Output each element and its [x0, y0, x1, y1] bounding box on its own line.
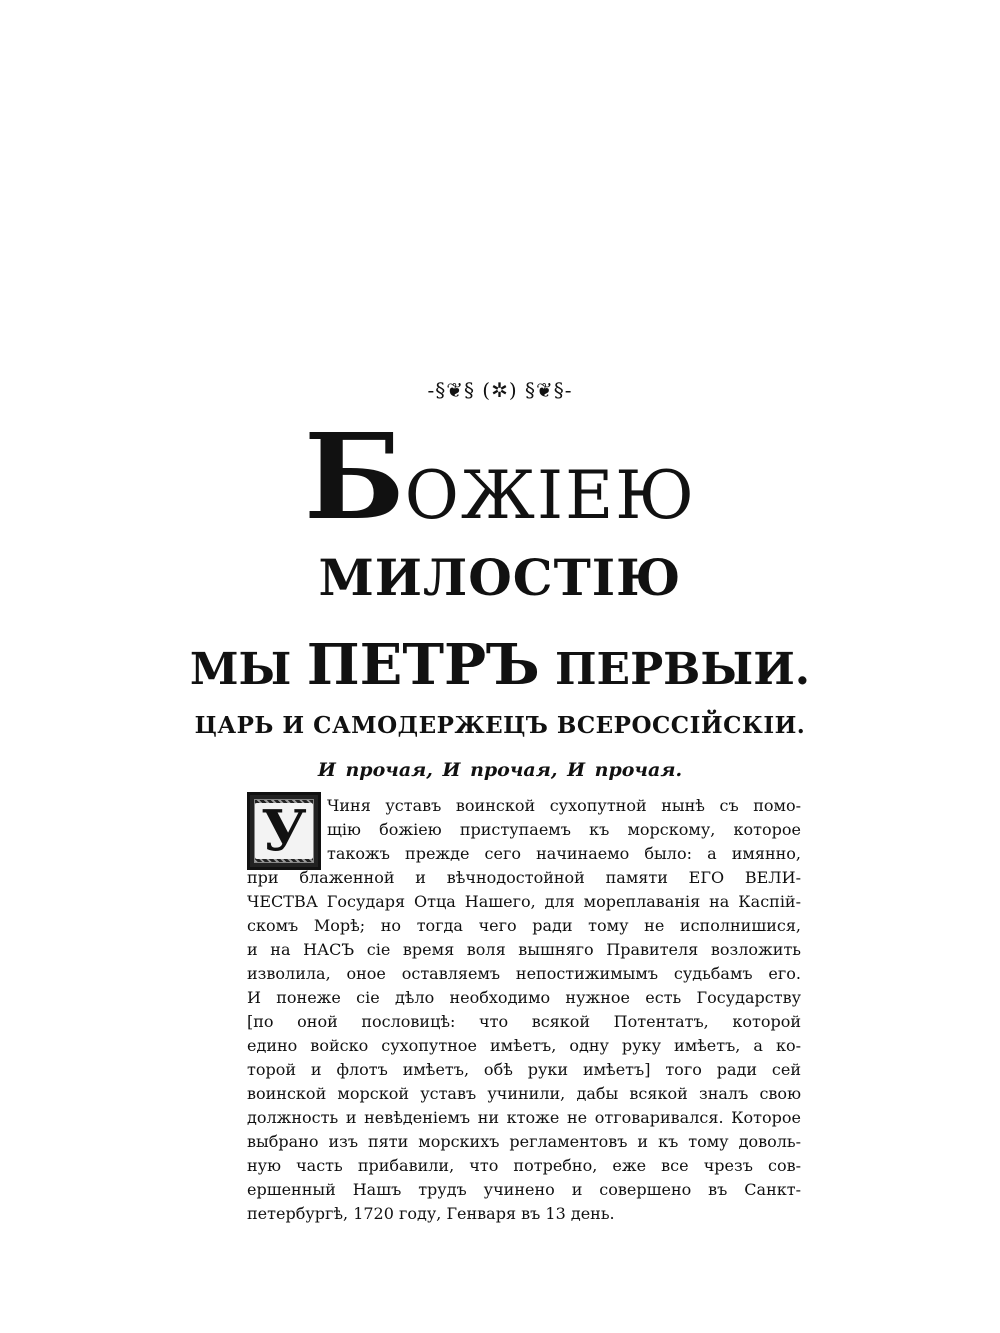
paragraph-line: щію божіею приступаемъ къ морскому, которое: [327, 820, 801, 839]
title-word-my: МЫ: [189, 644, 292, 695]
paragraph-line: скомъ Морѣ; но тогда чего ради тому не исполнишися,: [247, 916, 801, 935]
paragraph-line: петербургѣ, 1720 году, Генваря въ 13 день.: [247, 1204, 615, 1223]
dropcap-letter: У: [255, 803, 312, 859]
paragraph-line: Чиня уставъ воинской сухопутной нынѣ съ помо-: [327, 796, 801, 815]
paragraph-line: ершенный Нашъ трудъ учинено и совершено въ Санкт-: [247, 1180, 801, 1199]
title-word-pervyi: ПЕРВЫИ.: [555, 644, 811, 695]
paragraph-line: И понеже сіе дѣло необходимо нужное есть Государству: [247, 988, 801, 1007]
paragraph-line: едино войско сухопутное имѣетъ, одну руку имѣетъ, а ко-: [247, 1036, 801, 1055]
paragraph-line: торой и флотъ имѣетъ, обѣ руки имѣетъ] того ради сей: [247, 1060, 801, 1079]
title-initial-letter: Б: [303, 407, 405, 546]
title-word-petr: ПЕТРЪ: [306, 632, 540, 698]
title-line-tsar: ЦАРЬ И САМОДЕРЖЕЦЪ ВСЕРОССІЙСКІИ.: [194, 712, 806, 739]
paragraph-line: должность и невѣденіемъ ни ктоже не отговаривался. Которое: [247, 1108, 801, 1127]
title-rest: ОЖІЕЮ: [404, 457, 697, 534]
paragraph-line: ЧЕСТВА Государя Отца Нашего, для мореплаванія на Каспій-: [247, 892, 801, 911]
paragraph-line: выбрано изъ пяти морскихъ регламентовъ и къ тому доволь-: [247, 1132, 801, 1151]
paragraph-line: [по оной пословицѣ: что всякой Потентатъ, которой: [247, 1012, 801, 1031]
paragraph-line: изволила, оное оставляемъ непостижимымъ судьбамъ его.: [247, 964, 801, 983]
paragraph-line: и на НАСЪ сіе время воля вышняго Правителя возложить: [247, 940, 801, 959]
paragraph-line: такожъ прежде сего начинаемо было: а имянно,: [327, 844, 801, 863]
paragraph-line: воинской морской уставъ учинили, дабы всякой зналъ свою: [247, 1084, 801, 1103]
paragraph-line: при блаженной и вѣчнодостойной памяти ЕГО ВЕЛИ-: [247, 868, 801, 887]
title-line-milostiyu: МИЛОСТІЮ: [318, 548, 682, 607]
title-line-i-prochaya: И прочая, И прочая, И прочая.: [317, 759, 683, 781]
header-ornament: -§❦§ (✲) §❦§-: [427, 378, 573, 402]
paragraph-line: ную часть прибавили, что потребно, еже все чрезъ сов-: [247, 1156, 801, 1175]
